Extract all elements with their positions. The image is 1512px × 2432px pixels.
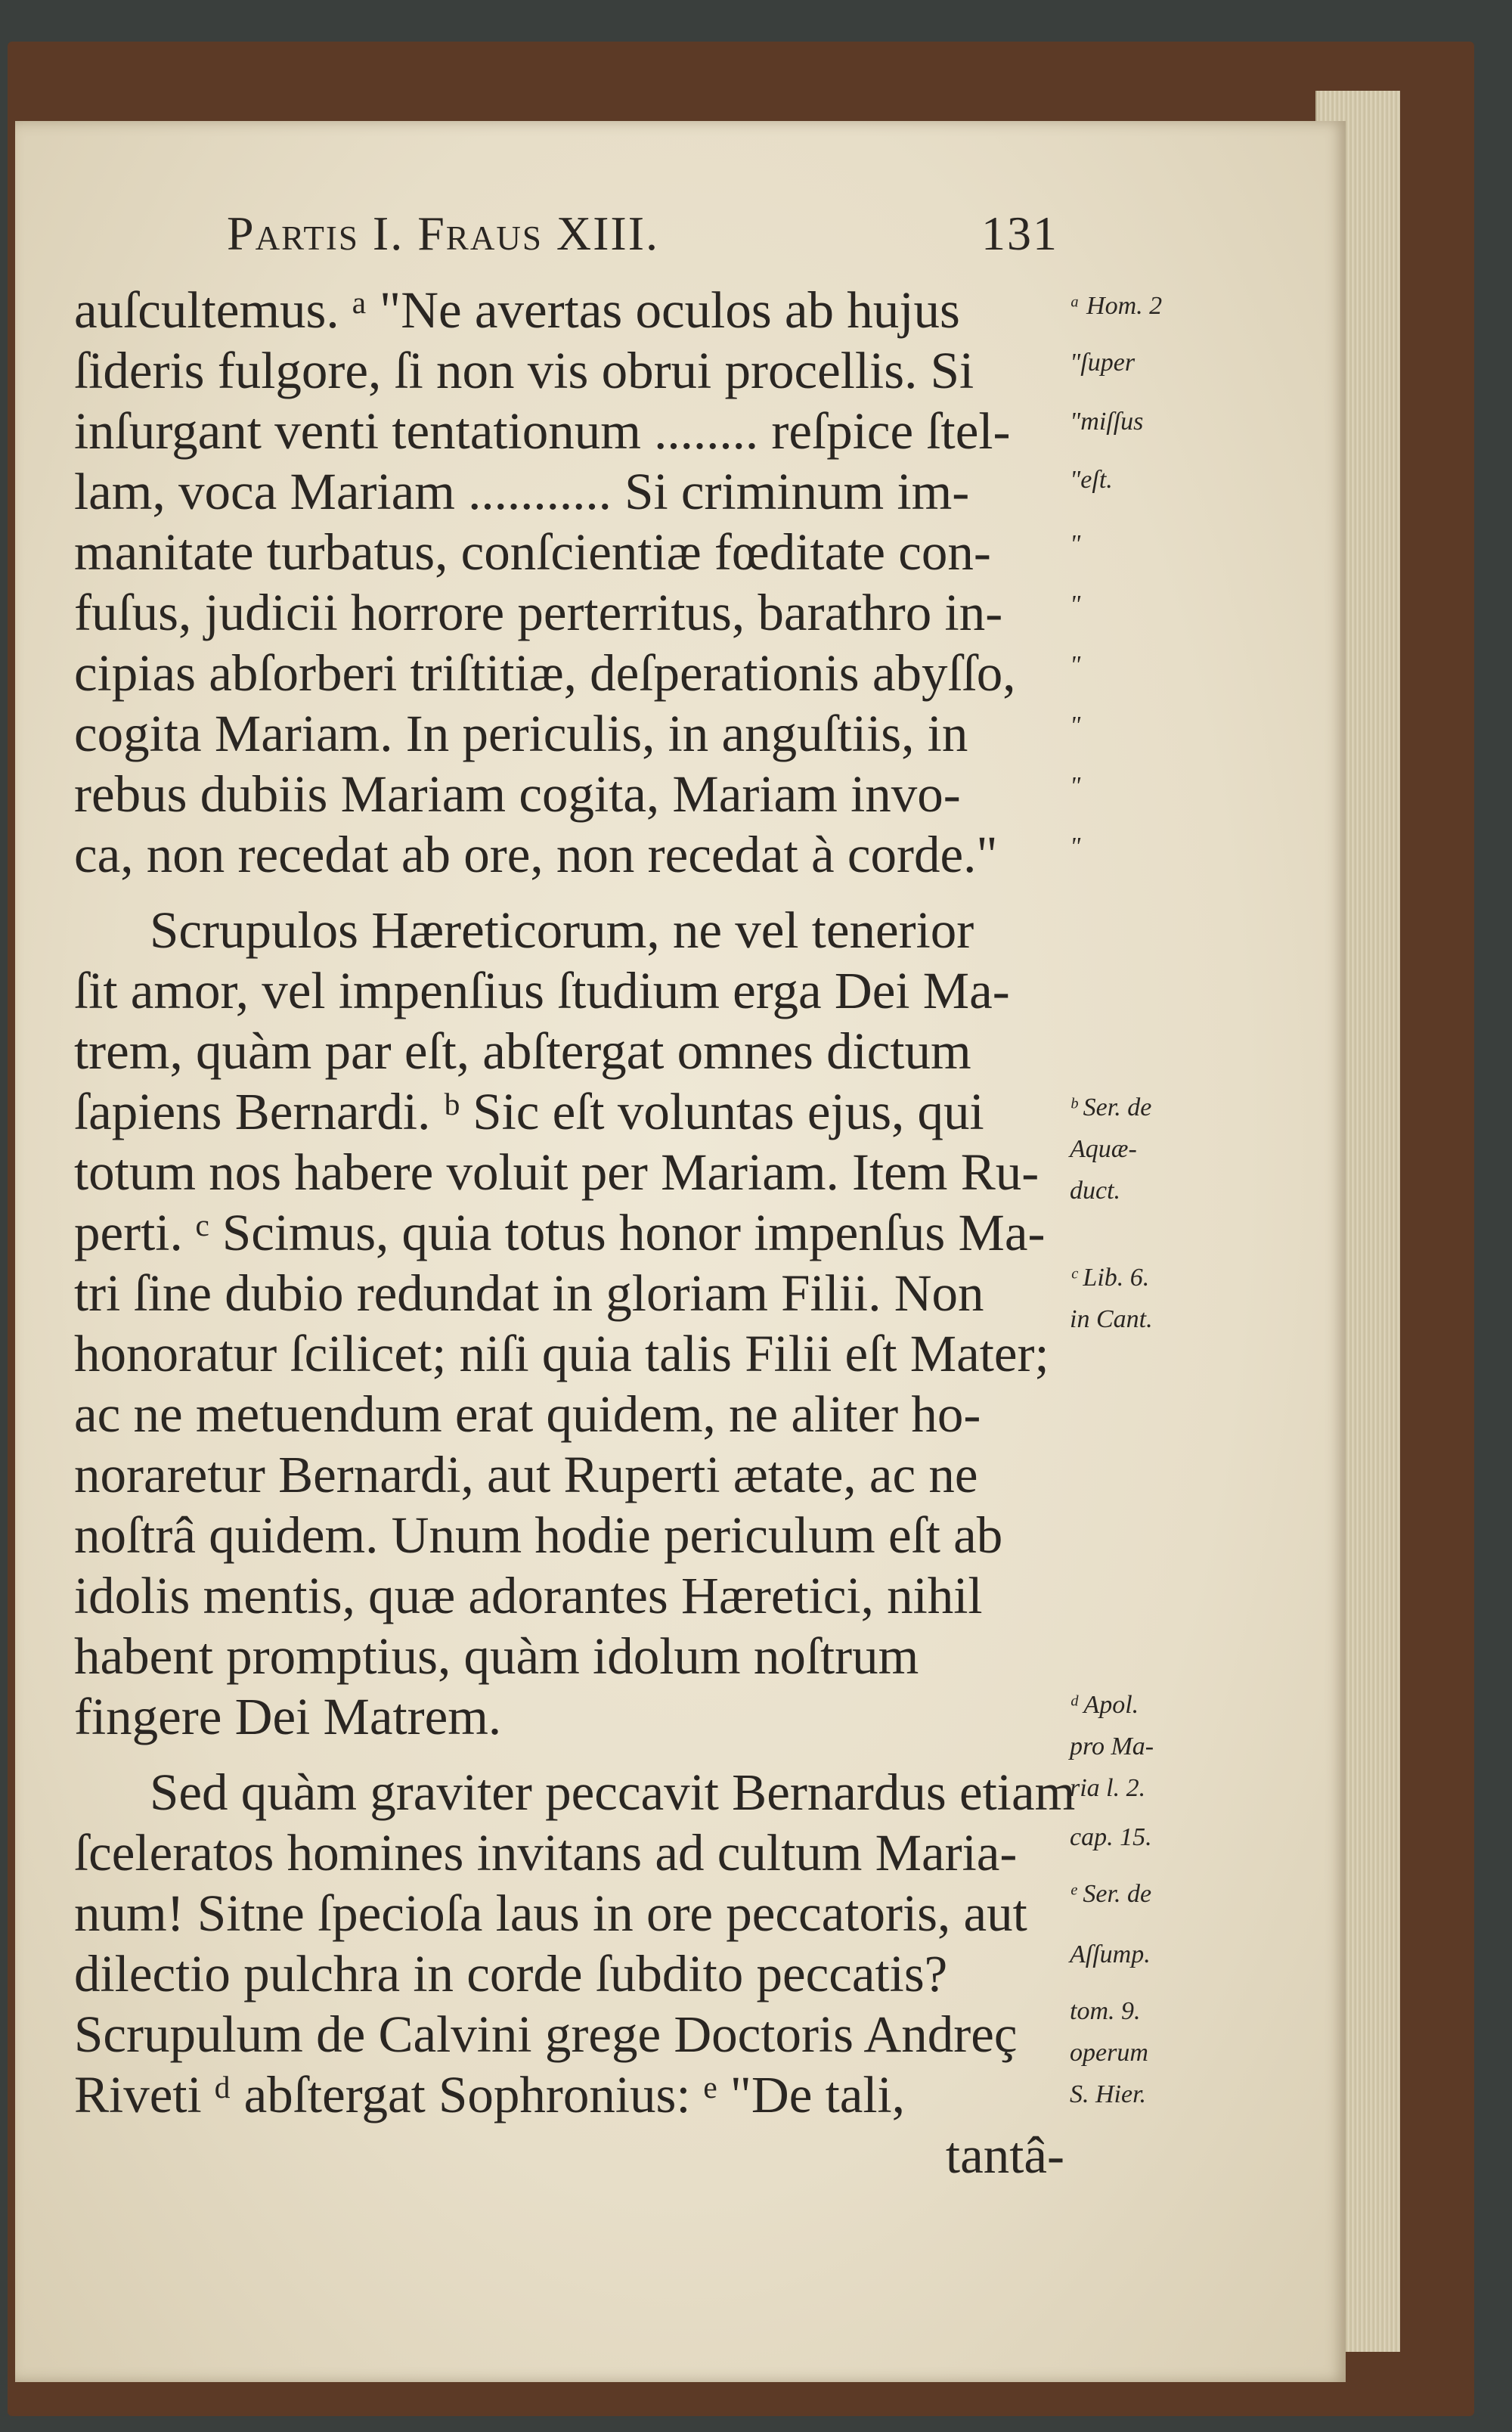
text-line: Scrupulos Hæreticorum, ne vel tenerior — [150, 901, 974, 959]
margin-note: pro Ma- — [1070, 1732, 1154, 1760]
margin-note: S. Hier. — [1070, 2080, 1147, 2108]
margin-note: " — [1070, 712, 1081, 740]
text-line: ſideris fulgore, ſi non vis obrui procellis. Si — [74, 342, 974, 399]
text-line: idolis mentis, quæ adorantes Hæretici, nihil — [74, 1567, 983, 1624]
margin-note: ᵈ Apol. — [1070, 1691, 1139, 1719]
margin-note: " — [1070, 591, 1081, 619]
text-line: ſceleratos homines invitans ad cultum Maria- — [74, 1824, 1018, 1881]
margin-note: ria l. 2. — [1070, 1774, 1146, 1802]
margin-note: Aquæ- — [1070, 1135, 1137, 1163]
margin-note: "miſſus — [1070, 408, 1144, 436]
text-line: fuſus, judicii horrore perterritus, barathro in- — [74, 584, 1003, 641]
text-line: tri ſine dubio redundat in gloriam Filii. Non — [74, 1264, 984, 1322]
margin-note: " — [1070, 651, 1081, 679]
margin-note: operum — [1070, 2039, 1148, 2067]
text-line: rebus dubiis Mariam cogita, Mariam invo- — [74, 765, 961, 823]
text-line: ac ne metuendum erat quidem, ne aliter ho- — [74, 1385, 981, 1443]
margin-note: ᵃ Hom. 2 — [1070, 292, 1163, 320]
text-line: Sed quàm graviter peccavit Bernardus etiam — [150, 1764, 1076, 1821]
text-line: perti. ᶜ Scimus, quia totus honor impenſus Ma- — [74, 1204, 1046, 1261]
text-line: cipias abſorberi triſtitiæ, deſperationis abyſſo, — [74, 644, 1016, 702]
text-line: fingere Dei Matrem. — [74, 1688, 502, 1745]
text-line: habent promptius, quàm idolum noſtrum — [74, 1627, 919, 1685]
text-line: dilectio pulchra in corde ſubdito peccatis? — [74, 1945, 948, 2002]
text-line: Scrupulum de Calvini grege Doctoris Andreç — [74, 2005, 1018, 2063]
text-line: totum nos habere voluit per Mariam. Item Ru- — [74, 1143, 1040, 1201]
text-line: ſit amor, vel impenſius ſtudium erga Dei Ma- — [74, 962, 1010, 1019]
margin-note: " — [1070, 833, 1081, 861]
margin-note: tom. 9. — [1070, 1997, 1141, 2025]
margin-note: "ſuper — [1070, 349, 1136, 377]
margin-note: in Cant. — [1070, 1305, 1153, 1333]
page-number: 131 — [981, 206, 1058, 260]
margin-note: " — [1070, 530, 1081, 558]
header-title: Partis I. Fraus XIII. — [227, 206, 660, 260]
margin-note: "eſt. — [1070, 466, 1113, 494]
text-line: lam, voca Mariam ........... Si criminum im- — [74, 463, 970, 520]
text-line: trem, quàm par eſt, abſtergat omnes dictum — [74, 1022, 971, 1080]
text-line: inſurgant venti tentationum ........ reſpice ſtel- — [74, 402, 1011, 460]
margin-note: " — [1070, 772, 1081, 800]
catchword: tantâ- — [945, 2126, 1064, 2184]
text-line: ca, non recedat ab ore, non recedat à corde." — [74, 826, 998, 883]
margin-note: ᶜ Lib. 6. — [1070, 1264, 1150, 1292]
text-line: num! Sitne ſpecioſa laus in ore peccatoris, aut — [74, 1884, 1027, 1942]
margin-note: ᵇ Ser. de — [1070, 1093, 1152, 1121]
margin-note: cap. 15. — [1070, 1823, 1152, 1851]
margin-note: ᵉ Ser. de — [1070, 1880, 1152, 1908]
text-line: ſapiens Bernardi. ᵇ Sic eſt voluntas ejus, qui — [74, 1083, 984, 1140]
text-line: honoratur ſcilicet; niſi quia talis Filii eſt Mater; — [74, 1325, 1049, 1382]
running-header — [227, 206, 1058, 274]
text-line: auſcultemus. ᵃ "Ne avertas oculos ab hujus — [74, 281, 960, 339]
text-line: manitate turbatus, conſcientiæ fœditate con- — [74, 523, 991, 581]
margin-note: duct. — [1070, 1177, 1121, 1205]
margin-note: Aſſump. — [1070, 1940, 1151, 1968]
text-line: noſtrâ quidem. Unum hodie periculum eſt ab — [74, 1506, 1003, 1564]
text-line: Riveti ᵈ abſtergat Sophronius: ᵉ "De tali, — [74, 2066, 905, 2123]
text-line: noraretur Bernardi, aut Ruperti ætate, ac ne — [74, 1446, 978, 1503]
text-line: cogita Mariam. In periculis, in anguſtiis, in — [74, 705, 968, 762]
book-page — [15, 121, 1346, 2382]
